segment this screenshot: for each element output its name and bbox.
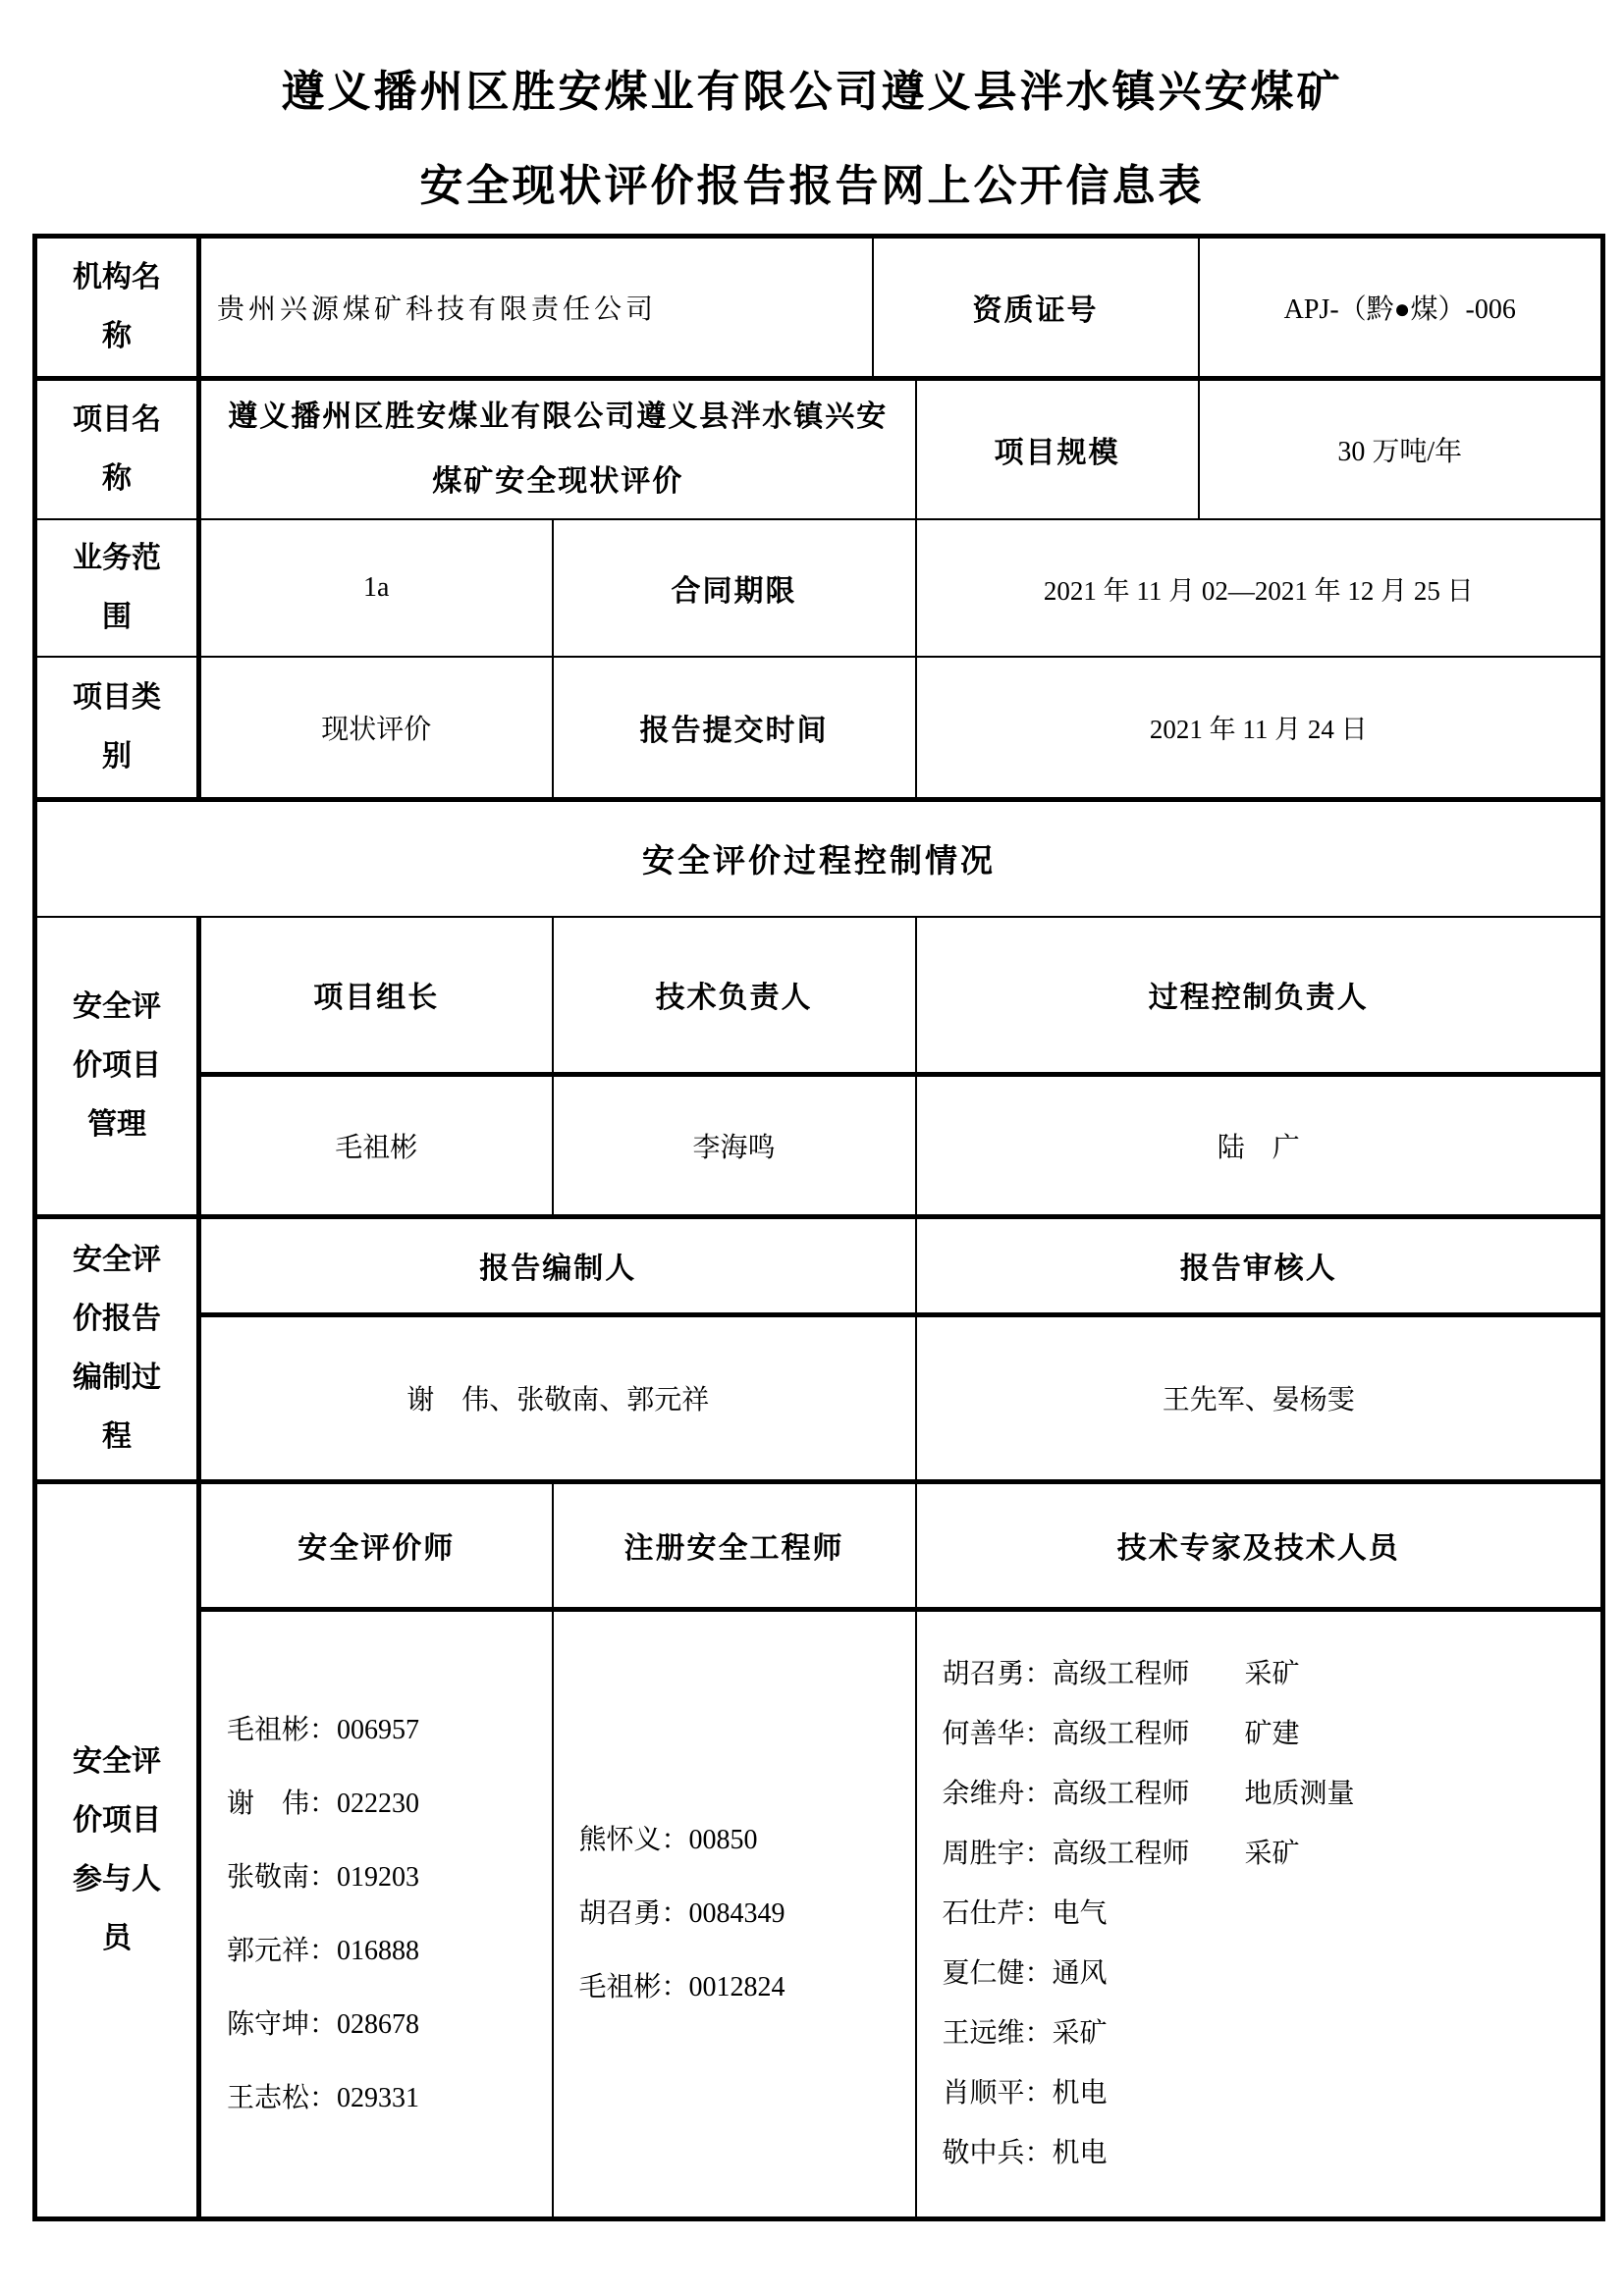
project-name-value: 遵义播州区胜安煤业有限公司遵义县泮水镇兴安煤矿安全现状评价 [199,379,916,520]
expert-list [916,1609,1603,2218]
list-item: 熊怀义：00850 [578,1825,758,1855]
report-reviewer-label: 报告审核人 [916,1216,1603,1314]
doc-title-line2: 安全现状评价报告报告网上公开信息表 [419,162,1205,210]
business-scope-label: 业务范围 [35,519,199,657]
list-item: 张敬南：019203 [227,1861,420,1893]
list-item: 肖顺平：机电 [942,2078,1108,2109]
project-name-label: 项目名称 [35,379,199,520]
list-item: 夏仁健：通风 [942,1958,1108,1989]
engineer-col-header: 注册安全工程师 [553,1481,916,1609]
contract-period-value: 2021 年 11 月 02—2021 年 12 月 25 日 [916,519,1603,657]
org-name-label: 机构名称 [35,237,199,379]
report-reviewer-value: 王先军、晏杨雯 [916,1314,1603,1481]
project-leader-value: 毛祖彬 [199,1074,553,1216]
process-control-section-title: 安全评价过程控制情况 [35,799,1603,917]
cert-no-label: 资质证号 [873,237,1199,379]
info-table [32,234,1605,2221]
project-type-label: 项目类别 [35,657,199,799]
tech-lead-label: 技术负责人 [553,917,916,1074]
assessor-list [199,1609,553,2218]
participants-section-label: 安全评价项目参与人员 [35,1481,199,2218]
project-scale-label: 项目规模 [916,379,1199,520]
list-item: 王远维：采矿 [942,2018,1108,2049]
expert-col-header: 技术专家及技术人员 [916,1481,1603,1609]
report-submit-label: 报告提交时间 [553,657,916,799]
cert-no-value: APJ-（黔●煤）-006 [1199,237,1603,379]
document-title [0,0,1624,234]
compilation-section-label: 安全评价报告编制过程 [35,1216,199,1481]
list-item: 郭元祥：016888 [227,1935,420,1966]
list-item: 谢 伟：022230 [227,1788,420,1819]
doc-title-line1: 遵义播州区胜安煤业有限公司遵义县泮水镇兴安煤矿 [281,68,1343,116]
business-scope-value: 1a [199,519,553,657]
project-leader-label: 项目组长 [199,917,553,1074]
process-control-lead-label: 过程控制负责人 [916,917,1603,1074]
report-writer-label: 报告编制人 [199,1216,916,1314]
process-control-lead-value: 陆 广 [916,1074,1603,1216]
list-item: 胡召勇：高级工程师 采矿 [942,1659,1300,1689]
contract-period-label: 合同期限 [553,519,916,657]
report-writer-value: 谢 伟、张敬南、郭元祥 [199,1314,916,1481]
org-name-value: 贵州兴源煤矿科技有限责任公司 [199,237,873,379]
list-item: 余维舟：高级工程师 地质测量 [942,1779,1355,1809]
list-item: 何善华：高级工程师 矿建 [942,1719,1300,1749]
list-item: 周胜宇：高级工程师 采矿 [942,1839,1300,1869]
project-type-value: 现状评价 [199,657,553,799]
tech-lead-value: 李海鸣 [553,1074,916,1216]
list-item: 陈守坤：028678 [227,2008,420,2040]
project-scale-value: 30 万吨/年 [1199,379,1603,520]
list-item: 胡召勇：0084349 [578,1898,785,1929]
list-item: 敬中兵：机电 [942,2138,1108,2168]
list-item: 石仕芹：电气 [942,1898,1108,1929]
list-item: 毛祖彬：0012824 [578,1972,785,2002]
list-item: 王志松：029331 [227,2082,420,2113]
management-section-label: 安全评价项目管理 [35,917,199,1216]
assessor-col-header: 安全评价师 [199,1481,553,1609]
report-submit-value: 2021 年 11 月 24 日 [916,657,1603,799]
list-item: 毛祖彬：006957 [227,1714,420,1745]
engineer-list [553,1609,916,2218]
